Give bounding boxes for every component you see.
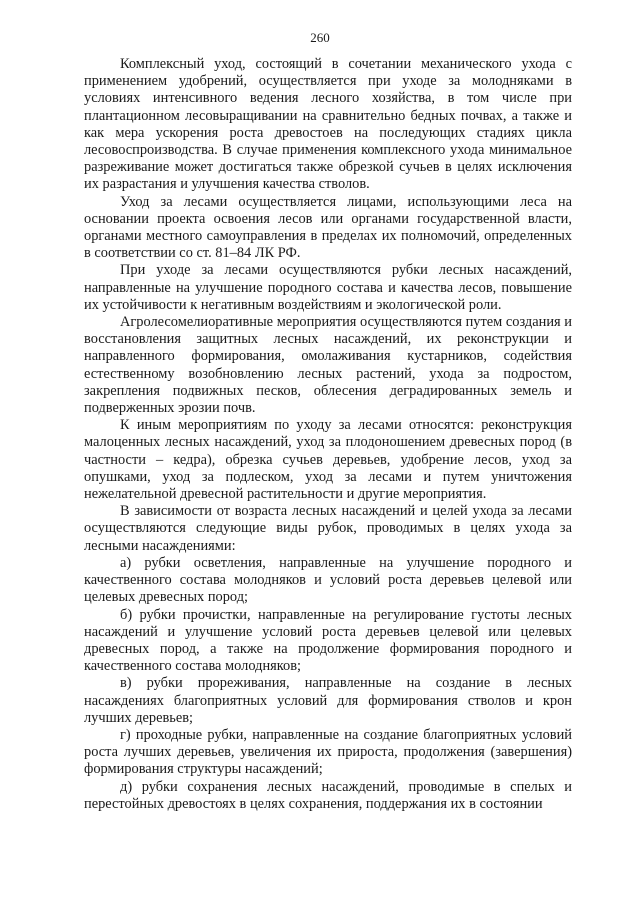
- list-item-preservation-fellings: д) рубки сохранения лесных насаждений, проводимые в спелых и перестойных древостоях в целях сохранения, поддержания их в состоянии: [84, 778, 572, 812]
- list-item-clearing-fellings: а) рубки осветления, направленные на улучшение породного и качественного состава молодняков и условий роста деревьев целевой или целевых древесных пород;: [84, 554, 572, 606]
- paragraph-agroforestry-measures: Агролесомелиоративные мероприятия осуществляются путем создания и восстановления защитных лесных насаждений, их реконструкции и направленного формирования, омолаживания кустарников, содействия естественному возобновлению лесных растений, ухода за подростом, закрепления подвижных песков, облесения деградированных земель и подверженных эрозии почв.: [84, 314, 572, 417]
- document-body: [84, 56, 572, 813]
- paragraph-felling-types-intro: В зависимости от возраста лесных насаждений и целей ухода за лесами осуществляются следующие виды рубок, проводимых в целях ухода за лесными насаждениями:: [84, 503, 572, 554]
- page-number: 260: [310, 30, 330, 45]
- paragraph-care-fellings: При уходе за лесами осуществляются рубки лесных насаждений, направленные на улучшение породного состава и качества лесов, повышение их устойчивости к негативным воздействиям и экологической роли.: [84, 262, 572, 313]
- paragraph-care-performers: Уход за лесами осуществляется лицами, использующими леса на основании проекта освоения лесов или органами государственной власти, органами местного самоуправления в пределах их полномочий, определенных в соответствии со ст. 81–84 ЛК РФ.: [84, 193, 572, 262]
- list-item-thinning-fellings: в) рубки прореживания, направленные на создание в лесных насаждениях благоприятных условий для формирования стволов и крон лучших деревьев;: [84, 675, 572, 726]
- paragraph-complex-care: Комплексный уход, состоящий в сочетании механического ухода с применением удобрений, осуществляется при уходе за молодняками в условиях интенсивного ведения лесного хозяйства, в том числе при плантационном лесовыращивании на сравнительно бедных почвах, а также и как мера ускорения роста древостоев на последующих стадиях цикла лесовоспроизводства. В случае применения комплексного ухода минимальное разреживание может достигаться также обрезкой сучьев в целях исключения их разрастания и улучшения качества стволов.: [84, 56, 572, 193]
- list-item-passage-fellings: г) проходные рубки, направленные на создание благоприятных условий роста лучших деревьев, увеличения их прироста, продолжения (завершения) формирования структуры насаждений;: [84, 726, 572, 778]
- list-item-cleaning-fellings: б) рубки прочистки, направленные на регулирование густоты лесных насаждений и улучшение условий роста деревьев целевой или целевых древесных пород, а также на продолжение формирования породного и качественного состава молодняков;: [84, 606, 572, 675]
- paragraph-other-measures: К иным мероприятиям по уходу за лесами относятся: реконструкция малоценных лесных насаждений, уход за плодоношением древесных пород (в частности – кедра), обрезка сучьев деревьев, удобрение лесов, уход за опушками, уход за подлеском, уход за лесами и путем уничтожения нежелательной древесной растительности и другие мероприятия.: [84, 417, 572, 503]
